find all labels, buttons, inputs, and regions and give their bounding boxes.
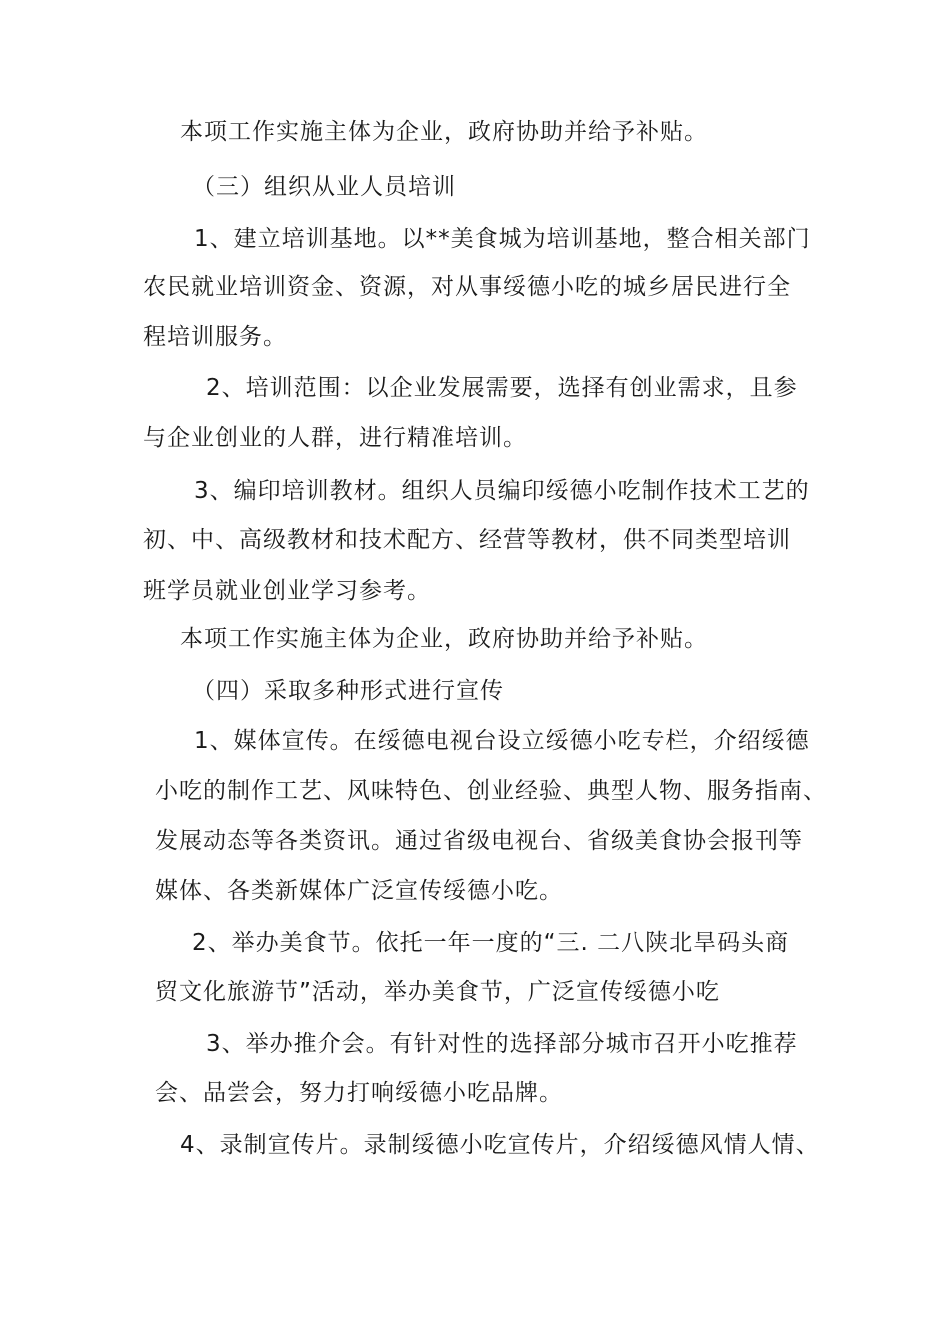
paragraph-line: 班学员就业创业学习参考。 [143,578,431,604]
section-heading: （四）采取多种形式进行宣传 [192,678,504,704]
paragraph-line: 2、举办美食节。依托一年一度的“三. 二八陕北旱码头商 [192,930,790,956]
paragraph-line: 2、培训范围：以企业发展需要，选择有创业需求，且参 [206,375,798,401]
paragraph-line: 本项工作实施主体为企业，政府协助并给予补贴。 [180,119,708,145]
paragraph-line: 1、媒体宣传。在绥德电视台设立绥德小吃专栏，介绍绥德 [194,728,810,754]
paragraph-line: 小吃的制作工艺、风味特色、创业经验、典型人物、服务指南、 [155,778,827,804]
paragraph-line: 贸文化旅游节”活动，举办美食节，广泛宣传绥德小吃 [155,979,720,1005]
paragraph-line: 程培训服务。 [143,324,287,350]
paragraph-line: 发展动态等各类资讯。通过省级电视台、省级美食协会报刊等 [155,828,803,854]
section-heading: （三）组织从业人员培训 [192,174,456,200]
paragraph-line: 本项工作实施主体为企业，政府协助并给予补贴。 [180,626,708,652]
paragraph-line: 会、品尝会，努力打响绥德小吃品牌。 [155,1080,563,1106]
paragraph-line: 1、建立培训基地。以**美食城为培训基地，整合相关部门 [194,226,811,252]
paragraph-line: 与企业创业的人群，进行精准培训。 [143,425,527,451]
paragraph-line: 4、录制宣传片。录制绥德小吃宣传片，介绍绥德风情人情、 [180,1132,820,1158]
paragraph-line: 初、中、高级教材和技术配方、经营等教材，供不同类型培训 [143,527,791,553]
paragraph-line: 3、举办推介会。有针对性的选择部分城市召开小吃推荐 [206,1031,798,1057]
paragraph-line: 3、编印培训教材。组织人员编印绥德小吃制作技术工艺的 [194,478,810,504]
paragraph-line: 农民就业培训资金、资源，对从事绥德小吃的城乡居民进行全 [143,274,791,300]
paragraph-line: 媒体、各类新媒体广泛宣传绥德小吃。 [155,878,563,904]
